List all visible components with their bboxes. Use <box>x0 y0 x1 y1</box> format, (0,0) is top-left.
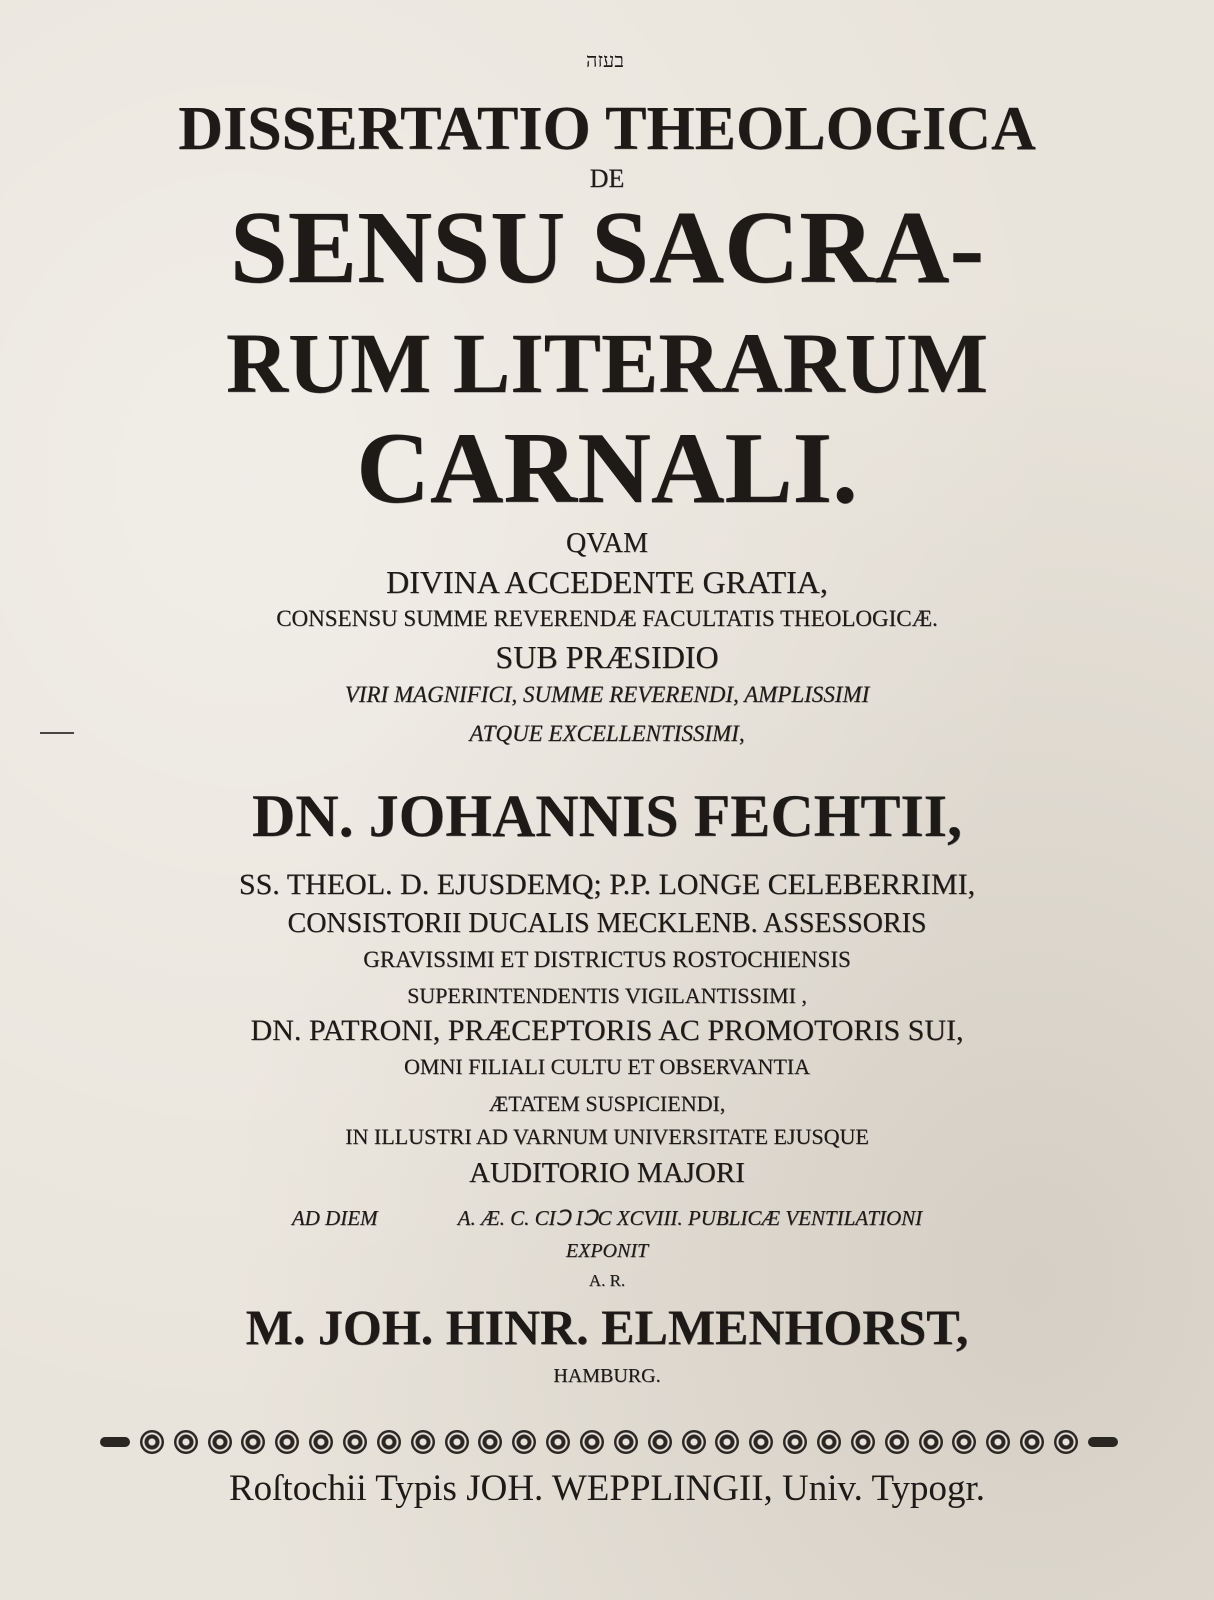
rosette-icon <box>1020 1430 1044 1454</box>
date-line <box>0 1208 1214 1229</box>
rosette-icon <box>885 1430 909 1454</box>
venue-line-1: IN ILLUSTRI AD VARNUM UNIVERSITATE EJUSQUE <box>345 1124 869 1149</box>
rosette-icon <box>783 1430 807 1454</box>
title-line-sensu: SENSU SACRA- <box>229 190 985 305</box>
praeses-title-3: GRAVISSIMI ET DISTRICTUS ROSTOCHIENSIS <box>363 947 851 972</box>
venue-line-2: AUDITORIO MAJORI <box>469 1157 745 1189</box>
ad-diem: AD DIEM <box>291 1206 378 1230</box>
rosette-icon <box>648 1430 672 1454</box>
rosette-icon <box>241 1430 265 1454</box>
title-line-dissertatio: DISSERTATIO THEOLOGICA <box>178 95 1036 163</box>
rosette-icon <box>682 1430 706 1454</box>
printer-imprint: Roſtochii Typis JOH. WEPPLINGII, Univ. Typogr. <box>228 1468 986 1509</box>
date-and-ventilation: A. Æ. C. CIↃ IↃC XCVIII. PUBLICÆ VENTILATIONI <box>457 1206 923 1230</box>
divina-line: DIVINA ACCEDENTE GRATIA, <box>386 564 828 600</box>
praeses-title-7: ÆTATEM SUSPICIENDI, <box>488 1091 726 1116</box>
ornament-band <box>100 1425 1118 1459</box>
sub-praesidio-line: SUB PRÆSIDIO <box>495 639 719 675</box>
viri-line: VIRI MAGNIFICI, SUMME REVERENDI, AMPLISSIMI <box>344 682 870 707</box>
rosette-icon <box>749 1430 773 1454</box>
rosette-icon <box>1054 1430 1078 1454</box>
rosette-icon <box>715 1430 739 1454</box>
rosette-icon <box>512 1430 536 1454</box>
ar-line: A. R. <box>588 1271 626 1290</box>
rosette-icon <box>343 1430 367 1454</box>
rosette-icon <box>208 1430 232 1454</box>
hebrew-invocation: בעזה <box>585 48 625 72</box>
title-line-rum: RUM LITERARUM <box>225 315 989 411</box>
rosette-icon <box>614 1430 638 1454</box>
rosette-icon <box>309 1430 333 1454</box>
rosette-icon <box>546 1430 570 1454</box>
title-de: DE <box>589 164 625 193</box>
consensu-line: CONSENSU SUMME REVERENDÆ FACULTATIS THEOLOGICÆ. <box>276 606 938 631</box>
praeses-title-6: OMNI FILIALI CULTU ET OBSERVANTIA <box>403 1054 811 1079</box>
rosette-icon <box>919 1430 943 1454</box>
quam-line: QVAM <box>566 528 648 559</box>
respondent-city: HAMBURG. <box>553 1365 661 1387</box>
rosette-icon <box>275 1430 299 1454</box>
rosette-icon <box>377 1430 401 1454</box>
rosette-icon <box>986 1430 1010 1454</box>
margin-mark <box>40 732 74 734</box>
rosette-icon <box>580 1430 604 1454</box>
atque-line: ATQUE EXCELLENTISSIMI, <box>469 721 745 746</box>
praeses-name: DN. JOHANNIS FECHTII, <box>251 783 963 849</box>
praeses-title-2: CONSISTORII DUCALIS MECKLENB. ASSESSORIS <box>287 908 927 939</box>
praeses-title-5: DN. PATRONI, PRÆCEPTORIS AC PROMOTORIS SUI, <box>250 1014 964 1047</box>
rosette-icon <box>174 1430 198 1454</box>
rosette-icon <box>478 1430 502 1454</box>
rosette-icon <box>952 1430 976 1454</box>
praeses-title-4: SUPERINTENDENTIS VIGILANTISSIMI , <box>407 983 807 1008</box>
respondent-name: M. JOH. HINR. ELMENHORST, <box>245 1299 969 1355</box>
praeses-title-1: SS. THEOL. D. EJUSDEMQ; P.P. LONGE CELEBERRIMI, <box>238 868 976 901</box>
rosette-icon <box>851 1430 875 1454</box>
rosette-icon <box>411 1430 435 1454</box>
rosette-icon <box>817 1430 841 1454</box>
ornament-end <box>1088 1437 1118 1447</box>
exponit-line: EXPONIT <box>565 1240 649 1262</box>
title-line-carnali: CARNALI. <box>356 412 858 525</box>
rosette-icon <box>140 1430 164 1454</box>
rosette-icon <box>445 1430 469 1454</box>
ornament-end <box>100 1437 130 1447</box>
